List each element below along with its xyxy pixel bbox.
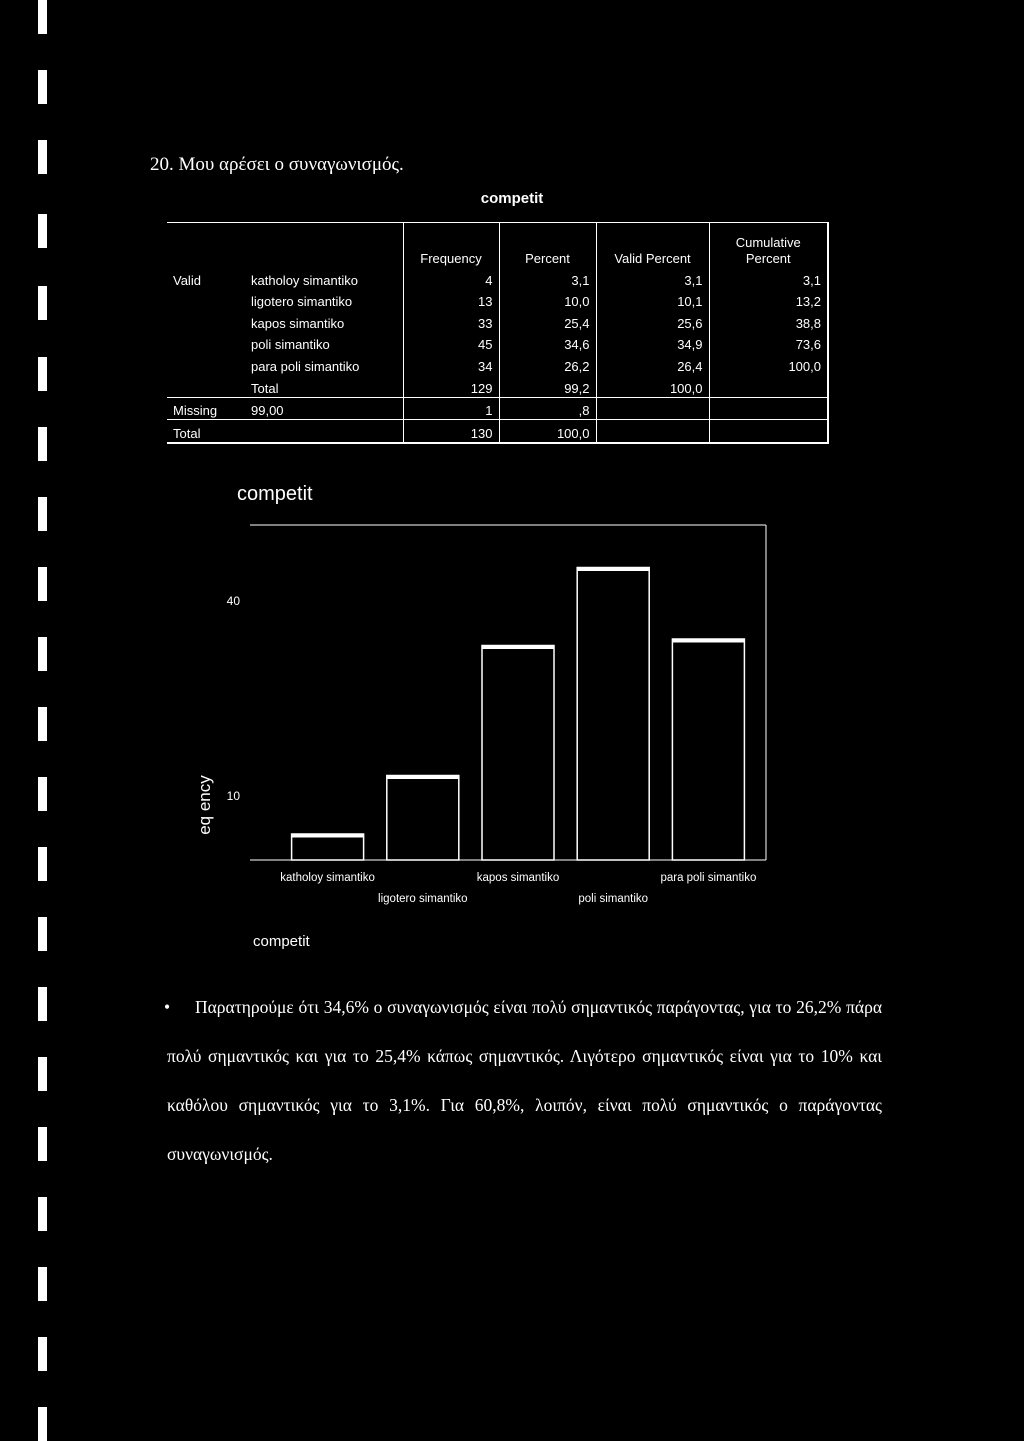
cell-label: katholoy simantiko <box>245 267 403 289</box>
cell-frequency: 13 <box>403 289 499 311</box>
cell-frequency: 1 <box>403 397 499 420</box>
cell-cumulative: 73,6 <box>795 337 821 353</box>
cell-frequency: 45 <box>403 332 499 354</box>
cell-valid-percent: 25,6 <box>596 310 709 332</box>
cell-percent: 100,0 <box>499 420 596 443</box>
cell-percent: 10,0 <box>499 289 596 311</box>
y-tick-label: 40 <box>226 594 240 608</box>
bar <box>482 646 554 861</box>
x-tick-label: ligotero simantiko <box>378 893 468 905</box>
bar <box>672 639 744 860</box>
cell-percent: ,8 <box>499 397 596 420</box>
cell-valid-percent: 10,1 <box>596 289 709 311</box>
chart-title: competit <box>237 483 313 505</box>
cell-label: Total <box>245 375 403 397</box>
cell-percent: 26,2 <box>499 353 596 375</box>
bar <box>577 568 649 861</box>
cell-group: Valid <box>173 272 201 288</box>
chart-footer-label: competit <box>253 933 310 950</box>
x-tick-label: poli simantiko <box>578 893 649 905</box>
x-tick-label: katholoy simantiko <box>280 872 375 884</box>
cell-frequency: 4 <box>403 267 499 289</box>
cell-percent: 99,2 <box>499 375 596 397</box>
cell-frequency: 130 <box>403 420 499 443</box>
y-axis-label: eq ency <box>195 775 214 835</box>
cell-cumulative: 100,0 <box>788 358 821 374</box>
cell-percent: 3,1 <box>499 267 596 289</box>
x-tick-label: kapos simantiko <box>476 872 560 884</box>
cell-frequency: 129 <box>403 375 499 397</box>
cell-valid-percent: 100,0 <box>596 375 709 397</box>
bar <box>292 834 364 860</box>
cell-percent: 34,6 <box>499 332 596 354</box>
bar <box>387 776 459 861</box>
notes-text: Παρατηρούμε ότι 34,6% ο συναγωνισμός είναι πολύ σημαντικός παράγοντας, για το 26,2% πάρα πολύ σημαντικός και για το 25,4% κάπως σημαντικός. Λιγότερο σημαντικός είναι για το 10% και καθόλου σημαντικός για το 3,1%. Για 60,8%, λοιπόν, είναι πολύ σημαντικός ο παράγοντας συναγωνισμός. <box>167 997 882 1164</box>
x-tick-label: para poli simantiko <box>660 872 757 884</box>
cell-group: Total <box>167 420 245 443</box>
cell-frequency: 34 <box>403 353 499 375</box>
header-percent: Percent <box>499 223 596 268</box>
cell-valid-percent: 34,9 <box>596 332 709 354</box>
notes-paragraph <box>164 983 882 1179</box>
y-tick-label: 10 <box>226 789 240 803</box>
cell-label: kapos simantiko <box>245 310 403 332</box>
cell-valid-percent: 26,4 <box>596 353 709 375</box>
cell-label: 99,00 <box>245 397 403 420</box>
cell-cumulative: 13,2 <box>795 294 821 310</box>
cell-cumulative: 38,8 <box>795 315 821 331</box>
cell-frequency: 33 <box>403 310 499 332</box>
cell-label: poli simantiko <box>245 332 403 354</box>
header-cumulative-line1: Cumulative <box>735 235 801 250</box>
cell-group: Missing <box>167 397 245 420</box>
cell-percent: 25,4 <box>499 310 596 332</box>
table-title: competit <box>480 190 544 207</box>
cell-valid-percent: 3,1 <box>596 267 709 289</box>
cell-cumulative: 3,1 <box>802 272 821 288</box>
question-heading: 20. Μου αρέσει ο συναγωνισμός. <box>150 154 404 175</box>
header-frequency: Frequency <box>403 223 499 268</box>
bullet-icon: • <box>164 997 171 1017</box>
header-cumulative-line2: Percent <box>745 251 791 266</box>
cell-label: para poli simantiko <box>245 353 403 375</box>
cell-label: ligotero simantiko <box>245 289 403 311</box>
header-valid-percent: Valid Percent <box>596 223 709 268</box>
